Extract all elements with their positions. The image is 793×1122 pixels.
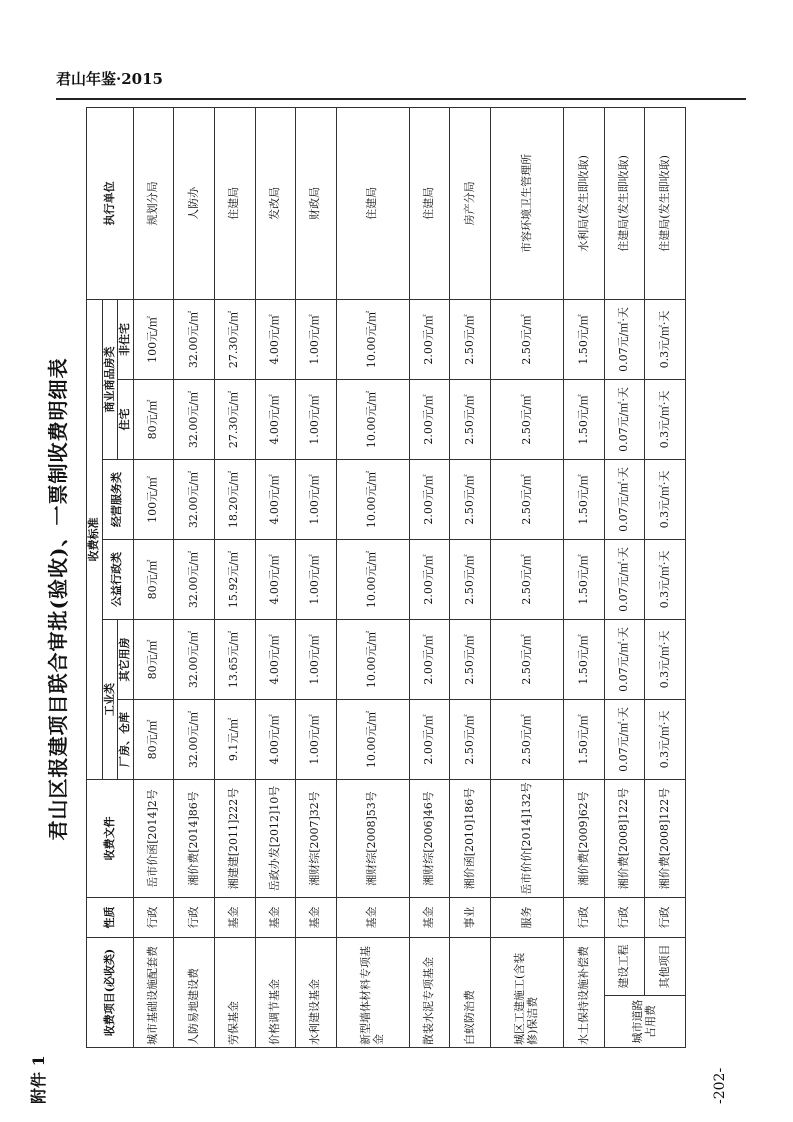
- rotated-page-content: [26, 94, 746, 1104]
- other-use-fee-cell: 0.07元/㎡·天: [604, 619, 645, 699]
- public-admin-fee-cell: 2.50元/㎡: [450, 539, 491, 619]
- public-admin-fee-cell: 0.3元/㎡·天: [645, 539, 686, 619]
- non-residential-fee-cell: 2.50元/㎡: [450, 299, 491, 379]
- factory-fee-cell: 10.00元/㎡: [336, 699, 409, 779]
- factory-fee-cell: 1.50元/㎡: [564, 699, 605, 779]
- nature-cell: 行政: [564, 897, 605, 937]
- business-fee-cell: 2.00元/㎡: [409, 459, 450, 539]
- other-use-fee-cell: 13.65元/㎡: [214, 619, 255, 699]
- non-residential-fee-cell: 2.50元/㎡: [490, 299, 563, 379]
- non-residential-fee-cell: 2.00元/㎡: [409, 299, 450, 379]
- residential-fee-cell: 0.07元/㎡·天: [604, 379, 645, 459]
- public-admin-fee-cell: 2.00元/㎡: [409, 539, 450, 619]
- public-admin-fee-cell: 0.07元/㎡·天: [604, 539, 645, 619]
- exec-unit-cell: 住建局: [214, 107, 255, 299]
- residential-fee-cell: 27.30元/㎡: [214, 379, 255, 459]
- other-use-fee-cell: 10.00元/㎡: [336, 619, 409, 699]
- business-fee-cell: 0.3元/㎡·天: [645, 459, 686, 539]
- document-cell: 湘价费[2008]122号: [645, 779, 686, 897]
- road-subitem-cell: 建设工程: [604, 937, 645, 995]
- non-residential-fee-cell: 100元/㎡: [133, 299, 174, 379]
- table-row: [409, 107, 450, 1047]
- col-other-use-header: 其它用房: [118, 619, 134, 699]
- residential-fee-cell: 2.50元/㎡: [490, 379, 563, 459]
- table-row: [450, 107, 491, 1047]
- document-cell: 湘价费[2009]62号: [564, 779, 605, 897]
- nature-cell: 事业: [450, 897, 491, 937]
- non-residential-fee-cell: 4.00元/㎡: [255, 299, 296, 379]
- other-use-fee-cell: 1.00元/㎡: [296, 619, 337, 699]
- document-cell: 岳市价价[2014]132号: [490, 779, 563, 897]
- table-row: [490, 107, 563, 1047]
- col-public-admin-header: 公益行政类: [102, 539, 133, 619]
- document-cell: 岳政办发[2012]10号: [255, 779, 296, 897]
- nature-cell: 行政: [604, 897, 645, 937]
- factory-fee-cell: 2.50元/㎡: [450, 699, 491, 779]
- other-use-fee-cell: 4.00元/㎡: [255, 619, 296, 699]
- item-cell: 城市基础设施配套费: [133, 937, 174, 1047]
- item-cell: 价格调节基金: [255, 937, 296, 1047]
- document-cell: 湘价函[2010]186号: [450, 779, 491, 897]
- document-cell: 湘价费[2014]86号: [174, 779, 215, 897]
- residential-fee-cell: 1.50元/㎡: [564, 379, 605, 459]
- col-non-residential-header: 非住宅: [118, 299, 134, 379]
- nature-cell: 基金: [336, 897, 409, 937]
- business-fee-cell: 32.00元/㎡: [174, 459, 215, 539]
- running-header: 君山年鉴·2015: [56, 70, 163, 88]
- document-cell: 湘财综[2006]46号: [409, 779, 450, 897]
- public-admin-fee-cell: 80元/㎡: [133, 539, 174, 619]
- document-cell: 湘建建[2011]222号: [214, 779, 255, 897]
- nature-cell: 基金: [214, 897, 255, 937]
- factory-fee-cell: 2.00元/㎡: [409, 699, 450, 779]
- business-fee-cell: 2.50元/㎡: [450, 459, 491, 539]
- table-row: [174, 107, 215, 1047]
- exec-unit-cell: 人防办: [174, 107, 215, 299]
- factory-fee-cell: 2.50元/㎡: [490, 699, 563, 779]
- item-cell: 城区工建施工(含装修)保洁费: [490, 937, 563, 1047]
- residential-fee-cell: 2.50元/㎡: [450, 379, 491, 459]
- business-fee-cell: 4.00元/㎡: [255, 459, 296, 539]
- col-exec-unit-header: 执行单位: [87, 107, 134, 299]
- item-cell: 人防易地建设费: [174, 937, 215, 1047]
- public-admin-fee-cell: 2.50元/㎡: [490, 539, 563, 619]
- public-admin-fee-cell: 4.00元/㎡: [255, 539, 296, 619]
- col-item-header: 收费项目(必收类): [87, 937, 134, 1047]
- exec-unit-cell: 发改局: [255, 107, 296, 299]
- factory-fee-cell: 0.07元/㎡·天: [604, 699, 645, 779]
- exec-unit-cell: 水利局(发生即收取): [564, 107, 605, 299]
- exec-unit-cell: 房产分局: [450, 107, 491, 299]
- business-fee-cell: 1.00元/㎡: [296, 459, 337, 539]
- fee-table: [86, 107, 686, 1048]
- col-factory-header: 厂房、仓库: [118, 699, 134, 779]
- document-cell: 岳市价函[2014]2号: [133, 779, 174, 897]
- public-admin-fee-cell: 10.00元/㎡: [336, 539, 409, 619]
- factory-fee-cell: 32.00元/㎡: [174, 699, 215, 779]
- nature-cell: 基金: [296, 897, 337, 937]
- col-nature-header: 性质: [87, 897, 134, 937]
- table-row: [133, 107, 174, 1047]
- road-group-label: 城市道路占用费: [604, 996, 685, 1048]
- item-cell: 水利建设基金: [296, 937, 337, 1047]
- exec-unit-cell: 住建局(发生即收取): [604, 107, 645, 299]
- table-row: [296, 107, 337, 1047]
- public-admin-fee-cell: 1.00元/㎡: [296, 539, 337, 619]
- other-use-fee-cell: 2.50元/㎡: [450, 619, 491, 699]
- business-fee-cell: 2.50元/㎡: [490, 459, 563, 539]
- non-residential-fee-cell: 10.00元/㎡: [336, 299, 409, 379]
- nature-cell: 基金: [409, 897, 450, 937]
- table-row: [564, 107, 605, 1047]
- col-business-header: 经营服务类: [102, 459, 133, 539]
- residential-fee-cell: 0.3元/㎡·天: [645, 379, 686, 459]
- col-document-header: 收费文件: [87, 779, 134, 897]
- col-standard-header: 收费标准: [87, 299, 103, 779]
- col-commercial-header: 商业商品房类: [102, 299, 118, 459]
- exec-unit-cell: 市容环境卫生管理所: [490, 107, 563, 299]
- document-cell: 湘财综[2008]53号: [336, 779, 409, 897]
- nature-cell: 服务: [490, 897, 563, 937]
- nature-cell: 行政: [645, 897, 686, 937]
- item-cell: 劳保基金: [214, 937, 255, 1047]
- public-admin-fee-cell: 1.50元/㎡: [564, 539, 605, 619]
- business-fee-cell: 10.00元/㎡: [336, 459, 409, 539]
- other-use-fee-cell: 0.3元/㎡·天: [645, 619, 686, 699]
- other-use-fee-cell: 80元/㎡: [133, 619, 174, 699]
- business-fee-cell: 100元/㎡: [133, 459, 174, 539]
- page-number: -202-: [712, 1067, 728, 1104]
- item-cell: 新型墙体材料专项基金: [336, 937, 409, 1047]
- table-row: [336, 107, 409, 1047]
- exec-unit-cell: 住建局: [409, 107, 450, 299]
- factory-fee-cell: 80元/㎡: [133, 699, 174, 779]
- exec-unit-cell: 住建局(发生即收取): [645, 107, 686, 299]
- non-residential-fee-cell: 0.3元/㎡·天: [645, 299, 686, 379]
- nature-cell: 行政: [174, 897, 215, 937]
- document-cell: 湘价费[2008]122号: [604, 779, 645, 897]
- non-residential-fee-cell: 0.07元/㎡·天: [604, 299, 645, 379]
- col-industrial-header: 工业类: [102, 619, 118, 779]
- exec-unit-cell: 规划分局: [133, 107, 174, 299]
- table-row: [604, 107, 645, 1047]
- non-residential-fee-cell: 27.30元/㎡: [214, 299, 255, 379]
- business-fee-cell: 0.07元/㎡·天: [604, 459, 645, 539]
- residential-fee-cell: 2.00元/㎡: [409, 379, 450, 459]
- appendix-label: 附件 1: [29, 1055, 48, 1104]
- nature-cell: 行政: [133, 897, 174, 937]
- exec-unit-cell: 住建局: [336, 107, 409, 299]
- road-subitem-cell: 其他项目: [645, 937, 686, 995]
- other-use-fee-cell: 2.00元/㎡: [409, 619, 450, 699]
- business-fee-cell: 18.20元/㎡: [214, 459, 255, 539]
- exec-unit-cell: 财政局: [296, 107, 337, 299]
- other-use-fee-cell: 2.50元/㎡: [490, 619, 563, 699]
- public-admin-fee-cell: 15.92元/㎡: [214, 539, 255, 619]
- col-residential-header: 住宅: [118, 379, 134, 459]
- factory-fee-cell: 0.3元/㎡·天: [645, 699, 686, 779]
- factory-fee-cell: 4.00元/㎡: [255, 699, 296, 779]
- residential-fee-cell: 1.00元/㎡: [296, 379, 337, 459]
- residential-fee-cell: 80元/㎡: [133, 379, 174, 459]
- table-row: [255, 107, 296, 1047]
- nature-cell: 基金: [255, 897, 296, 937]
- document-cell: 湘财综[2007]32号: [296, 779, 337, 897]
- factory-fee-cell: 1.00元/㎡: [296, 699, 337, 779]
- item-cell: 水土保持设施补偿费: [564, 937, 605, 1047]
- non-residential-fee-cell: 1.50元/㎡: [564, 299, 605, 379]
- business-fee-cell: 1.50元/㎡: [564, 459, 605, 539]
- non-residential-fee-cell: 32.00元/㎡: [174, 299, 215, 379]
- public-admin-fee-cell: 32.00元/㎡: [174, 539, 215, 619]
- factory-fee-cell: 9.1元/㎡: [214, 699, 255, 779]
- residential-fee-cell: 10.00元/㎡: [336, 379, 409, 459]
- item-cell: 散装水泥专项基金: [409, 937, 450, 1047]
- table-title: 君山区报建项目联合审批(验收)、一票制收费明细表: [46, 357, 70, 841]
- item-cell: 白蚁防治费: [450, 937, 491, 1047]
- other-use-fee-cell: 32.00元/㎡: [174, 619, 215, 699]
- residential-fee-cell: 4.00元/㎡: [255, 379, 296, 459]
- table-row: [645, 107, 686, 1047]
- table-row: [214, 107, 255, 1047]
- other-use-fee-cell: 1.50元/㎡: [564, 619, 605, 699]
- residential-fee-cell: 32.00元/㎡: [174, 379, 215, 459]
- non-residential-fee-cell: 1.00元/㎡: [296, 299, 337, 379]
